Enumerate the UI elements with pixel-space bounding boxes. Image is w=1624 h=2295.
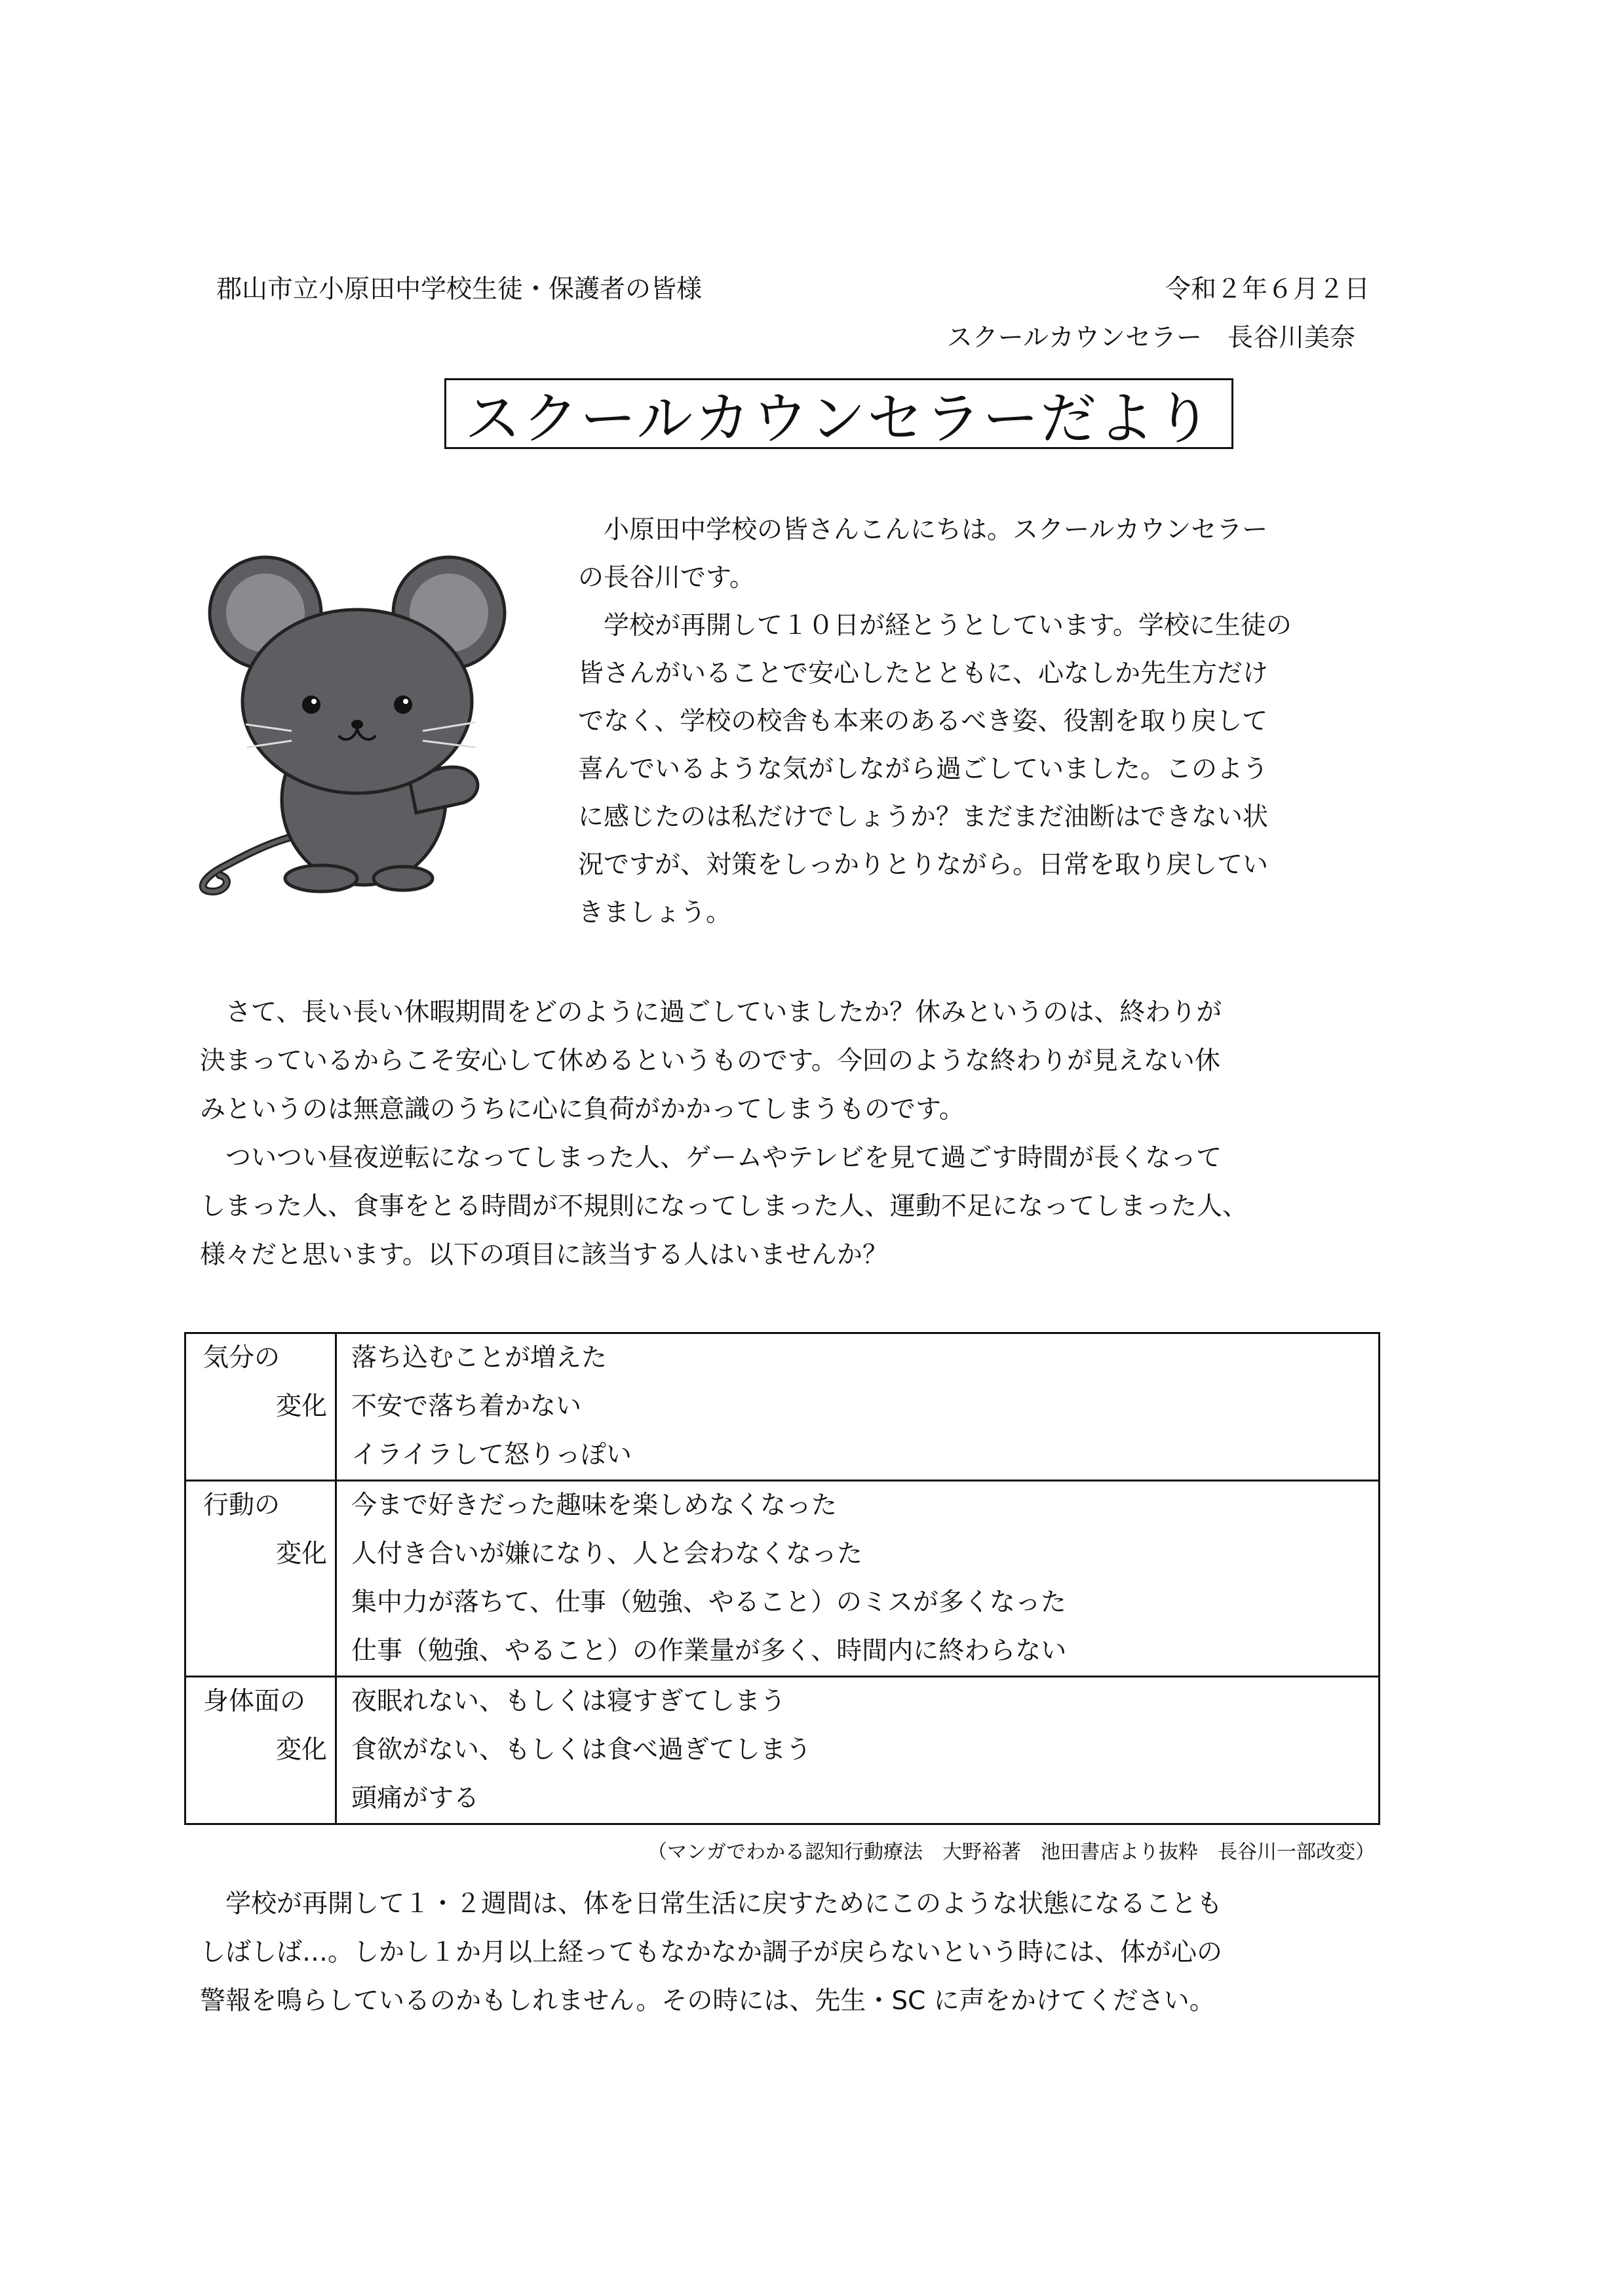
symptom-item: 集中力が落ちて、仕事（勉強、やること）のミスが多くなった <box>351 1588 1066 1617</box>
symptom-item: 頭痛がする <box>351 1784 480 1813</box>
items-cell <box>336 1677 1380 1824</box>
category-label: 身体面の <box>203 1687 306 1716</box>
text-line: 学校が再開して１・２週間は、体を日常生活に戻すためにこのような状態になることも <box>200 1889 1223 1919</box>
recipients-line: 郡山市立小原田中学校生徒・保護者の皆様 <box>216 275 703 304</box>
text-line: しまった人、食事をとる時間が不規則になってしまった人、運動不足になってしまった人、 <box>200 1192 1248 1221</box>
symptom-item: 夜眠れない、もしくは寝すぎてしまう <box>351 1687 786 1716</box>
items-cell <box>336 1333 1380 1481</box>
text-line: ついつい昼夜逆転になってしまった人、ゲームやテレビを見て過ごす時間が長くなって <box>200 1143 1222 1173</box>
text-line: みというのは無意識のうちに心に負荷がかかってしまうものです。 <box>200 1095 965 1124</box>
category-cell <box>185 1333 336 1481</box>
category-label: 変化 <box>275 1392 327 1421</box>
closing-paragraph <box>200 1880 1222 2026</box>
table-row <box>185 1677 1380 1824</box>
text-line: 皆さんがいることで安心したとともに、心なしか先生方だけ <box>578 659 1269 688</box>
symptom-item: 今まで好きだった趣味を楽しめなくなった <box>351 1491 838 1520</box>
text-line: に感じたのは私だけでしょうか？まだまだ油断はできない状 <box>578 802 1269 832</box>
author-line: スクールカウンセラー 長谷川美奈 <box>946 323 1355 353</box>
page-title: スクールカウンセラーだより <box>464 386 1214 452</box>
text-line: きましょう。 <box>578 898 732 928</box>
category-cell <box>185 1677 336 1824</box>
symptom-table <box>184 1332 1380 1825</box>
text-line: 警報を鳴らしているのかもしれません。その時には、先生・SC に声をかけてください。 <box>200 1986 1215 2016</box>
text-line: でなく、学校の校舎も本来のあるべき姿、役割を取り戻して <box>578 707 1268 736</box>
text-line: しばしば…。しかし１か月以上経ってもなかなか調子が戻らないという時には、体が心の <box>200 1938 1223 1967</box>
symptom-item: 落ち込むことが増えた <box>351 1343 608 1373</box>
text-line: 小原田中学校の皆さんこんにちは。スクールカウンセラー <box>578 515 1268 545</box>
text-line: 様々だと思います。以下の項目に該当する人はいませんか？ <box>200 1240 888 1270</box>
category-label: 行動の <box>203 1491 280 1520</box>
symptom-item: 不安で落ち着かない <box>351 1392 582 1421</box>
source-note: （マンガでわかる認知行動療法 大野裕著 池田書店より抜粋 長谷川一部改変） <box>648 1841 1375 1864</box>
category-label: 変化 <box>275 1539 327 1569</box>
category-cell <box>185 1481 336 1677</box>
title-box <box>444 378 1233 452</box>
body-paragraph <box>200 989 1248 1280</box>
table-row <box>185 1333 1380 1481</box>
date-line: 令和２年６月２日 <box>1165 275 1370 304</box>
symptom-item: 仕事（勉強、やること）の作業量が多く、時間内に終わらない <box>351 1636 1067 1666</box>
text-line: の長谷川です。 <box>578 563 755 593</box>
text-line: 況ですが、対策をしっかりとりながら。日常を取り戻してい <box>578 850 1269 880</box>
mouse-icon <box>187 551 514 905</box>
intro-paragraph <box>578 506 1292 937</box>
text-line: さて、長い長い休暇期間をどのように過ごしていましたか？休みというのは、終わりが <box>200 998 1222 1027</box>
text-line: 学校が再開して１０日が経とうとしています。学校に生徒の <box>578 611 1292 640</box>
items-cell <box>336 1481 1380 1677</box>
category-label: 変化 <box>275 1735 327 1765</box>
symptom-item: 人付き合いが嫌になり、人と会わなくなった <box>351 1539 863 1569</box>
symptom-item: イライラして怒りっぽい <box>351 1440 632 1470</box>
text-line: 決まっているからこそ安心して休めるというものです。今回のような終わりが見えない休 <box>200 1046 1220 1076</box>
text-line: 喜んでいるような気がしながら過ごしていました。このよう <box>578 755 1269 784</box>
category-label: 気分の <box>203 1343 280 1373</box>
table-row <box>185 1481 1380 1677</box>
symptom-item: 食欲がない、もしくは食べ過ぎてしまう <box>351 1735 812 1765</box>
